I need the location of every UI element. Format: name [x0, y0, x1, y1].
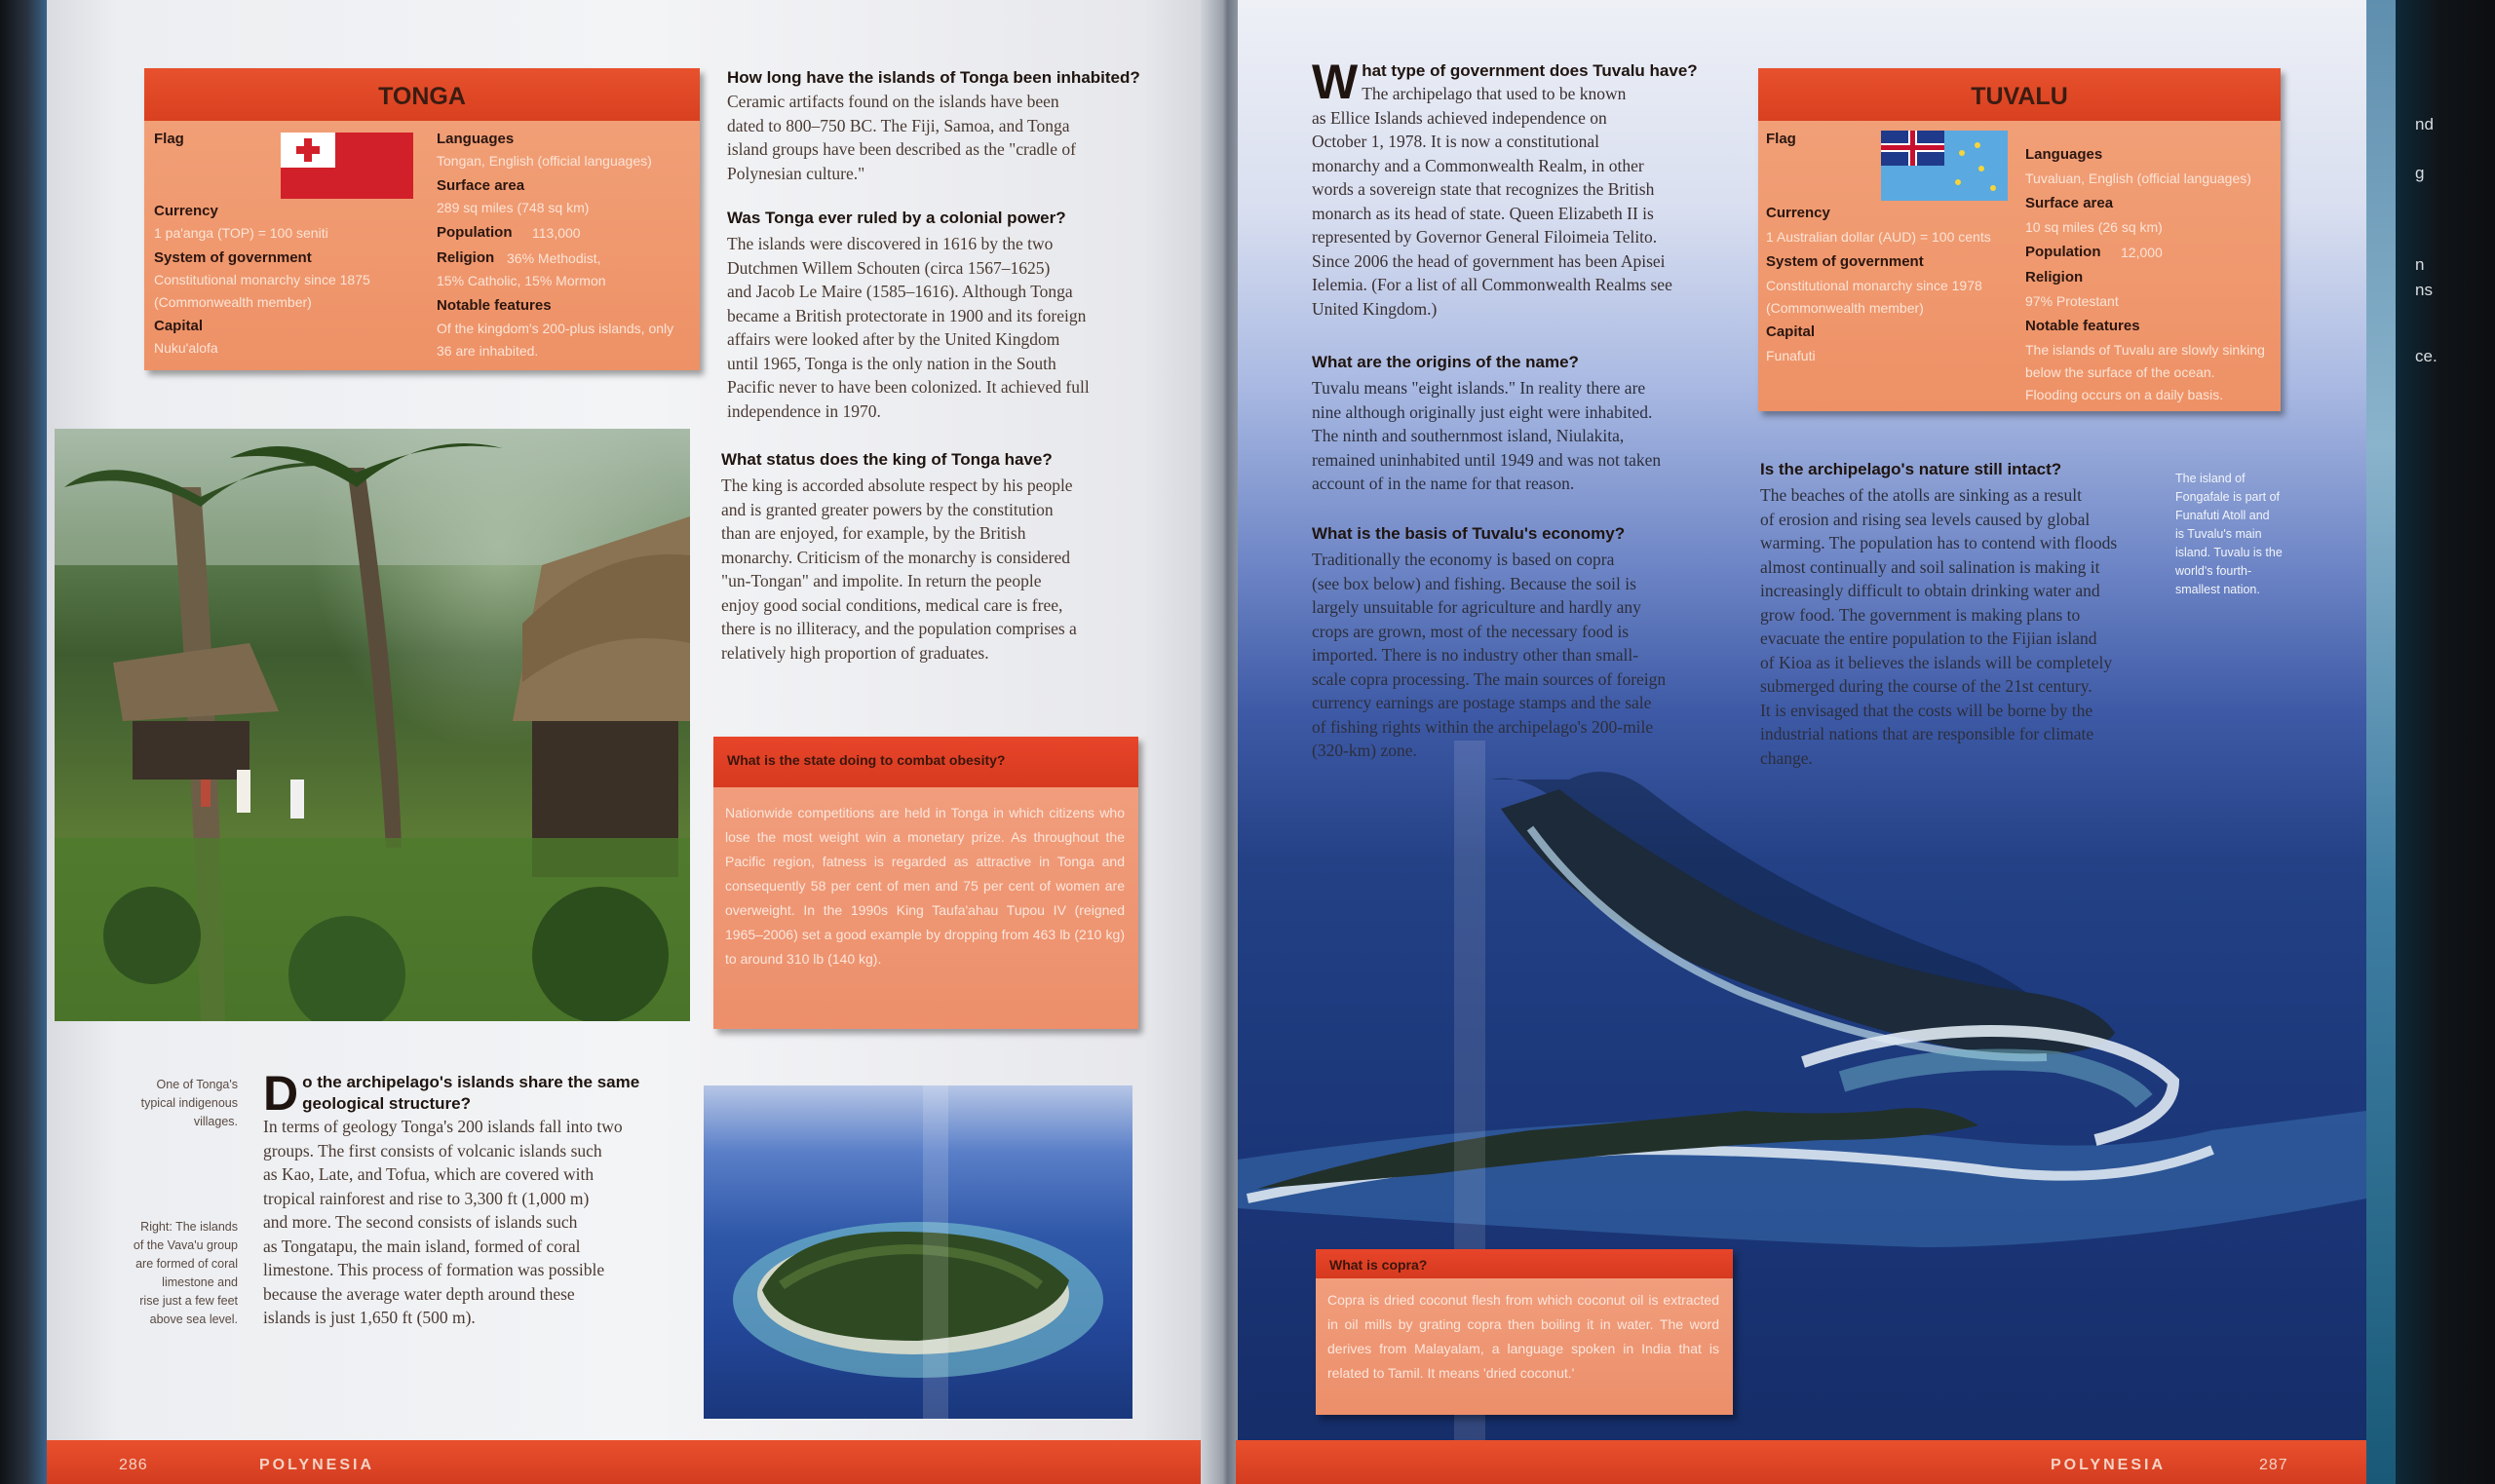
religion-label: Religion — [2025, 269, 2084, 285]
drop-cap: D — [263, 1066, 299, 1121]
atoll-caption: The island of Fongafale is part of Funafuti Atoll and is Tuvalu's main island. Tuvalu is the world's fourth- smallest nation. — [2175, 472, 2283, 596]
answer-text: The archipelago that used to be known as Ellice Islands achieved independence on October 1, 1978. It is now a constitutional monarchy and a Commonwealth Realm, in other words a sovereign state that recognizes the British monarch as its head of state. Queen Elizabeth II is represented by Governor General Filoimeia Telito. Since 2006 the head of government has been Apisei Ielemia. (For a list of all Commonwealth Realms see United Kingdom.) — [1312, 84, 1672, 319]
languages-value: Tongan, English (official languages) — [437, 153, 652, 169]
features-value: The islands of Tuvalu are slowly sinking — [2025, 342, 2265, 358]
book-edge-right — [2357, 0, 2495, 1484]
capital-label: Capital — [154, 318, 204, 334]
next-page-fragment: ce. — [2415, 347, 2437, 365]
capital-label: Capital — [1766, 323, 1816, 340]
tuvalu-flag-icon — [1881, 131, 2008, 201]
features-label: Notable features — [2025, 318, 2140, 334]
currency-label: Currency — [154, 203, 218, 219]
government-value: (Commonwealth member) — [1766, 300, 1924, 316]
question-heading: hat type of government does Tuvalu have? — [1362, 61, 1698, 80]
population-value: 12,000 — [2121, 245, 2163, 260]
footer-band — [47, 1440, 1226, 1484]
obesity-box — [713, 737, 1138, 1029]
box-body: Nationwide competitions are held in Tonga in which citizens who lose the most weight win a monetary prize. As throughout the Pacific region, fatness is regarded as attractive in Tonga and consequently 58 per cent of men and 75 per cent of women are overweight. In the 1990s King Taufa'ahau Tupou IV (reigned 1965–2006) set a good example by dropping from 463 lb (210 kg) to around 310 lb (140 kg). — [725, 805, 1125, 967]
answer-text: The king is accorded absolute respect by his people and is granted greater powers by the constitution than are enjoyed, for example, by the British monarchy. Criticism of the monarchy is considered "un-Tongan" and impolite. In return the people enjoy good social conditions, medical care is free, there is no illiteracy, and the population comprises a relatively high proportion of graduates. — [721, 476, 1077, 663]
population-value: 113,000 — [532, 225, 581, 241]
island-scene — [704, 1085, 1132, 1419]
features-value: 36 are inhabited. — [437, 343, 539, 359]
area-value: 289 sq miles (748 sq km) — [437, 200, 590, 215]
government-section — [1312, 55, 1731, 321]
government-value: (Commonwealth member) — [154, 294, 312, 310]
government-label: System of government — [154, 249, 312, 266]
question-heading: How long have the islands of Tonga been inhabited? — [727, 68, 1140, 87]
features-value: below the surface of the ocean. — [2025, 364, 2215, 380]
government-value: Constitutional monarchy since 1978 — [1766, 278, 1982, 293]
answer-text: Traditionally the economy is based on copra (see box below) and fishing. Because the soil is largely unsuitable for agriculture and hardly any crops are grown, most of the necessary food is imported. There is no industry other than small- scale copra processing. The main sources of foreign currency earnings are postage stamps and the sale of fishing rights within the archipelago's 200-mile (320-km) zone. — [1312, 550, 1667, 760]
tonga-flag-icon — [281, 133, 413, 199]
capital-value: Funafuti — [1766, 348, 1816, 363]
currency-label: Currency — [1766, 205, 1830, 221]
tonga-factfile — [144, 68, 700, 370]
village-caption: One of Tonga's typical indigenous villages. — [140, 1078, 238, 1128]
geology-section — [263, 1066, 682, 1330]
question-heading: Was Tonga ever ruled by a colonial power? — [727, 209, 1066, 227]
running-section: POLYNESIA — [259, 1457, 374, 1473]
next-page-fragment: ns — [2415, 281, 2433, 299]
village-photo — [55, 429, 690, 1021]
island-aerial-photo — [704, 1085, 1132, 1419]
population-label: Population — [2025, 244, 2101, 260]
languages-label: Languages — [2025, 146, 2103, 163]
islands-caption: Right: The islands of the Vava'u group are formed of coral limestone and rise just a few feet above sea level. — [133, 1220, 238, 1326]
area-label: Surface area — [2025, 195, 2114, 211]
answer-text: Ceramic artifacts found on the islands have been dated to 800–750 BC. The Fiji, Samoa, and Tonga island groups have been described as the "cradle of Polynesian culture." — [727, 92, 1076, 183]
box-title: What is the state doing to combat obesity? — [713, 737, 1138, 787]
page-number: 286 — [119, 1457, 148, 1473]
currency-value: 1 Australian dollar (AUD) = 100 cents — [1766, 229, 1991, 245]
factfile-title: TUVALU — [1758, 68, 2281, 121]
question-heading: What is the basis of Tuvalu's economy? — [1312, 524, 1626, 543]
features-value: Of the kingdom's 200-plus islands, only — [437, 321, 674, 336]
answer-text: Tuvalu means "eight islands." In reality there are nine although originally just eight were inhabited. The ninth and southernmost island, Niulakita, remained uninhabited until 1949 and was not taken account of in the name for that reason. — [1312, 378, 1662, 493]
religion-value: 97% Protestant — [2025, 293, 2119, 309]
religion-value: 15% Catholic, 15% Mormon — [437, 273, 606, 288]
question-heading: Is the archipelago's nature still intact? — [1760, 460, 2062, 478]
answer-text: In terms of geology Tonga's 200 islands fall into two groups. The first consists of volcanic islands such as Kao, Late, and Tofua, which are covered with tropical rainforest and rise to 3,300 ft (1,000 m) and more. The second consists of islands such as Tongatapu, the main island, formed of coral limestone. This process of formation was possible because the average water depth around these islands is just 1,650 ft (500 m). — [263, 1117, 623, 1327]
languages-value: Tuvaluan, English (official languages) — [2025, 171, 2251, 186]
question-heading: What are the origins of the name? — [1312, 353, 1579, 371]
copra-box — [1316, 1249, 1733, 1415]
running-section: POLYNESIA — [2051, 1457, 2166, 1473]
government-value: Constitutional monarchy since 1875 — [154, 272, 370, 287]
question-heading: What status does the king of Tonga have? — [721, 450, 1053, 469]
area-value: 10 sq miles (26 sq km) — [2025, 219, 2163, 235]
area-label: Surface area — [437, 177, 525, 194]
tuvalu-factfile — [1758, 68, 2281, 411]
flag-label: Flag — [1766, 131, 1796, 147]
languages-label: Languages — [437, 131, 515, 147]
features-label: Notable features — [437, 297, 552, 314]
answer-text: The beaches of the atolls are sinking as a result of erosion and rising sea levels caused by global warming. The population has to contend with floods almost continually and soil salination is making it increasingly difficult to obtain drinking water and grow food. The government is making plans to evacuate the entire population to the Fijian island of Kioa as it believes the islands will be completely submerged during the course of the 21st century. It is envisaged that the costs will be borne by the industrial nations that are responsible for climate change. — [1760, 485, 2118, 768]
answer-text: The islands were discovered in 1616 by the two Dutchmen Willem Schouten (circa 1567–1625) and Jacob Le Maire (1585–1616). Although Tonga became a British protectorate in 1900 and its foreign affairs were looked after by the United Kingdom until 1965, Tonga is the only nation in the South Pacific never to have been colonized. It achieved full independence in 1970. — [727, 234, 1090, 421]
capital-value: Nuku'alofa — [154, 340, 218, 356]
religion-label: Religion — [437, 249, 495, 266]
population-label: Population — [437, 224, 513, 241]
box-title: What is copra? — [1316, 1249, 1733, 1278]
page-number: 287 — [2259, 1457, 2288, 1473]
government-label: System of government — [1766, 253, 1924, 270]
question-heading: o the archipelago's islands share the same geological structure? — [302, 1073, 640, 1113]
religion-value: 36% Methodist, — [507, 250, 601, 266]
next-page-fragment: g — [2415, 164, 2425, 182]
footer-band — [1236, 1440, 2366, 1484]
next-page-fragment: nd — [2415, 115, 2434, 133]
drop-cap: W — [1312, 55, 1359, 109]
next-page-fragment: n — [2415, 255, 2425, 274]
currency-value: 1 pa'anga (TOP) = 100 seniti — [154, 225, 328, 241]
factfile-title: TONGA — [144, 68, 700, 121]
box-body: Copra is dried coconut flesh from which coconut oil is extracted in oil mills by grating copra then boiling it in water. The word derives from Malayalam, a language spoken in India that is related to Tamil. It means 'dried coconut.' — [1327, 1292, 1719, 1381]
village-scene — [55, 429, 690, 1021]
flag-label: Flag — [154, 131, 184, 147]
features-value: Flooding occurs on a daily basis. — [2025, 387, 2224, 402]
